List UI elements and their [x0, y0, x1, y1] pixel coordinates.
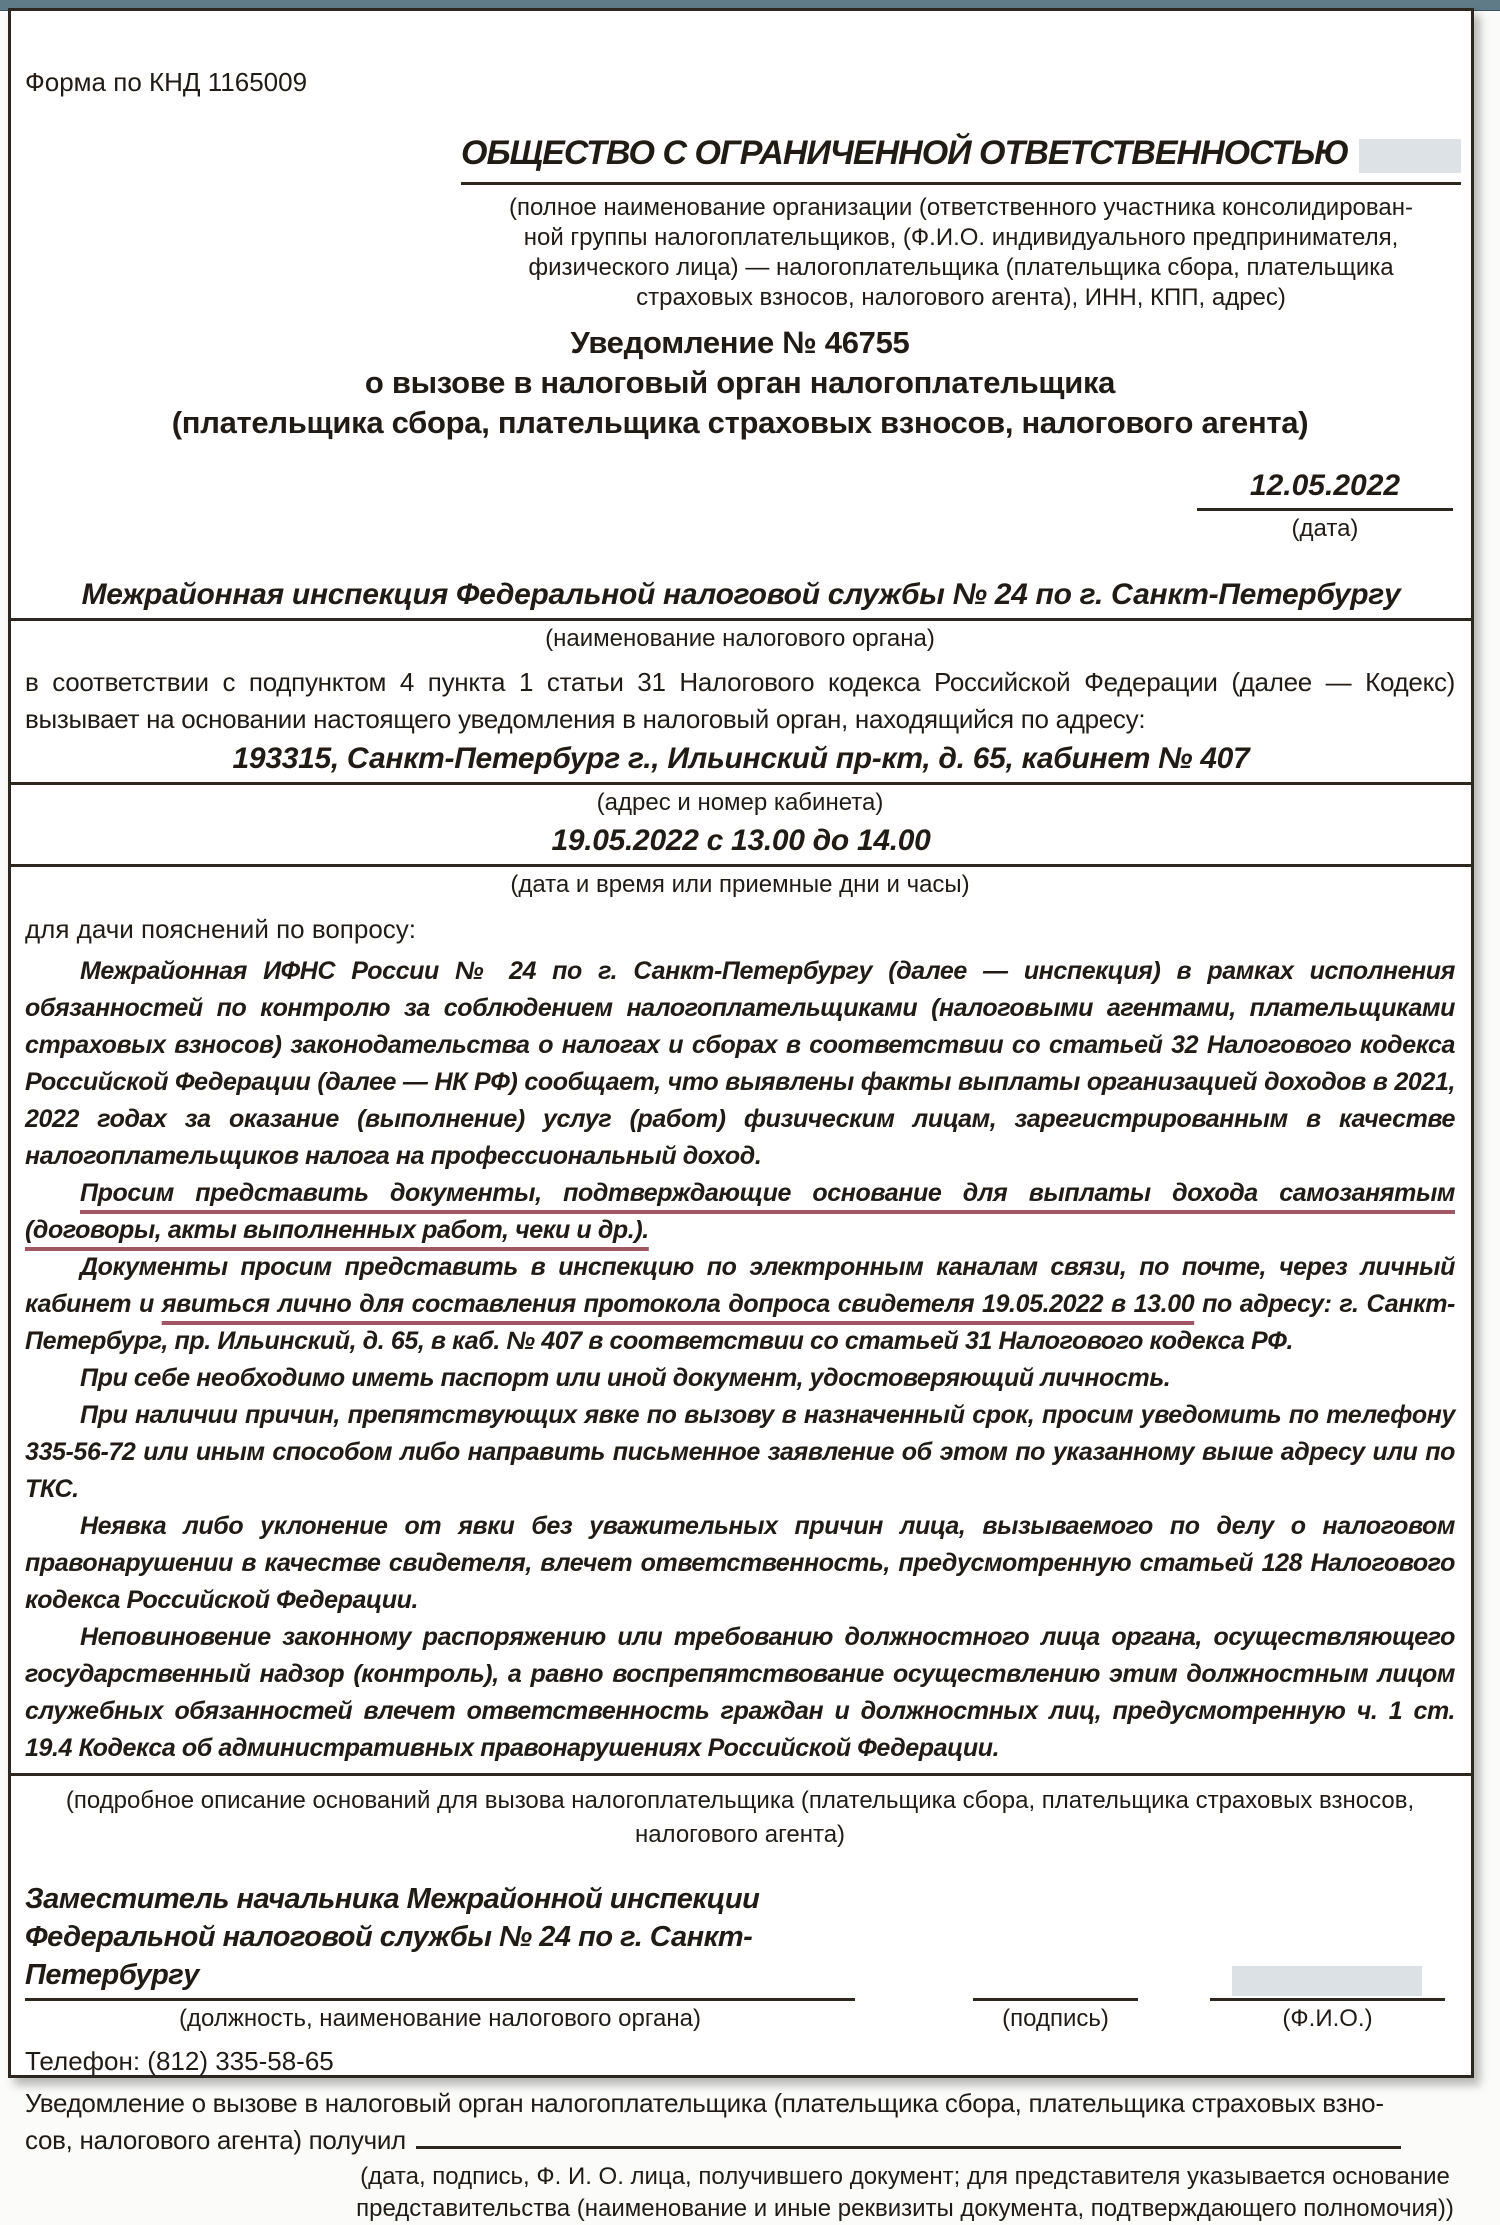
- received-block: [25, 2085, 1455, 2159]
- paragraph-5: При наличии причин, препятствующих явке по вызову в назначенный срок, просим уведомить по телефону 335-56-72 или иным способом либо направить письменное заявление об этом по указанному выше адресу или по ТКС.: [25, 1401, 1455, 1503]
- document-title: [25, 323, 1455, 443]
- document-title-subject: о вызове в налоговый орган налогоплательщика: [364, 365, 1116, 400]
- date-caption: (дата): [1291, 515, 1359, 542]
- signature-position-block: [25, 1880, 855, 2034]
- received-text: сов, налогового агента) получил: [25, 2125, 406, 2155]
- authority-name: Межрайонная инспекция Федеральной налоговой службы № 24 по г. Санкт-Петербургу: [81, 578, 1401, 611]
- signer-position: [25, 1880, 855, 2001]
- signer-position-line: Заместитель начальника Межрайонной инспекции: [25, 1883, 760, 1915]
- signature-caption: (подпись): [1002, 2005, 1109, 2032]
- received-text-line: Уведомление о вызове в налоговый орган налогоплательщика (плательщика сбора, плательщика страховых взно-: [25, 2088, 1384, 2118]
- fio-field: [1210, 1966, 1445, 2034]
- organization-name-line: [461, 134, 1461, 185]
- organization-caption: [461, 193, 1461, 313]
- datetime-value: 19.05.2022 с 13.00 до 14.00: [551, 824, 931, 857]
- body-caption: [25, 1784, 1455, 1852]
- document-title-number: Уведомление № 46755: [570, 325, 910, 360]
- organization-name: ОБЩЕСТВО С ОГРАНИЧЕННОЙ ОТВЕТСТВЕННОСТЬЮ: [461, 134, 1349, 172]
- paragraph-7: Неповиновение законному распоряжению или требованию должностного лица органа, осуществляющего государственный надзор (контроль), а равно воспрепятствование осуществлению этим должностным лицом служебных обязанностей влечет ответственность граждан и должностных лиц, предусмотренную ч. 1 ст. 19.4 Кодекса об административных правонарушениях Российской Федерации.: [25, 1623, 1455, 1762]
- form-code-label: Форма по КНД 1165009: [25, 67, 308, 97]
- paragraph-3: [25, 1249, 1455, 1360]
- datetime-line: [11, 824, 1471, 867]
- authority-name-line: [11, 578, 1471, 621]
- paragraph-4: При себе необходимо иметь паспорт или иной документ, удостоверяющий личность.: [80, 1364, 1171, 1392]
- red-underlined-request: Просим представить документы, подтверждающие основание для выплаты дохода самозанятым (договоры, акты выполненных работ, чеки и др.).: [25, 1179, 1455, 1244]
- authority-section: [25, 578, 1455, 654]
- paragraph-1: Межрайонная ИФНС России № 24 по г. Санкт-Петербургу (далее — инспекция) в рамках исполнения обязанностей по контролю за соблюдением налогоплательщиками (налоговыми агентами, плательщиками страховых взносов) законодательства о налогах и сборах в соответствии со статьей 32 Налогового кодекса Российской Федерации (далее — НК РФ) сообщает, что выявлены факты выплаты организацией доходов в 2021, 2022 годах за оказание (выполнение) услуг (работ) физическим лицам, зарегистрированным в качестве налогоплательщиков налога на профессиональный доход.: [25, 957, 1455, 1170]
- datetime-section: [25, 824, 1455, 900]
- redaction-box-fio: [1232, 1966, 1422, 1996]
- body-text: [25, 953, 1455, 1852]
- signature-row: [25, 1880, 1455, 2034]
- fio-blank-line: [1210, 1996, 1445, 2001]
- redaction-box: [1359, 139, 1461, 173]
- document-date: 12.05.2022: [1197, 469, 1453, 511]
- signer-position-line: Федеральной налоговой службы № 24 по г. Санкт-Петербургу: [25, 1921, 753, 1991]
- body-underline-rule: [11, 1773, 1471, 1776]
- document-page: [8, 8, 1474, 2222]
- received-caption: [355, 2161, 1455, 2225]
- address-line: [11, 742, 1471, 785]
- fio-caption: (Ф.И.О.): [1282, 2005, 1373, 2032]
- address-value: 193315, Санкт-Петербург г., Ильинский пр-кт, д. 65, кабинет № 407: [232, 742, 1250, 775]
- body-caption-line: (подробное описание оснований для вызова налогоплательщика (плательщика сбора, плательщика страховых взносов,: [65, 1787, 1415, 1814]
- purpose-label: для дачи пояснений по вопросу:: [25, 914, 417, 944]
- paragraph-6: Неявка либо уклонение от явки без уважительных причин лица, вызываемого по делу о налоговом правонарушении в качестве свидетеля, влечет ответственность, предусмотренную статьей 128 Налогового кодекса Российской Федерации.: [25, 1512, 1455, 1614]
- signature-field: [973, 1992, 1138, 2034]
- organization-caption-line: ной группы налогоплательщиков, (Ф.И.О. индивидуального предпринимателя,: [523, 224, 1399, 251]
- signature-blank-line: [973, 1992, 1138, 2001]
- paragraph-2: [25, 1175, 1455, 1249]
- received-caption-line: (дата, подпись, Ф. И. О. лица, получившего документ; для представителя указывается основание: [360, 2163, 1450, 2190]
- paragraph-3-end: по адресу: г. Санкт-Петербург, пр. Ильинский, д. 65, в каб. № 407 в соответствии со статьей 31 Налогового кодекса РФ.: [25, 1290, 1455, 1355]
- received-text-line2: [25, 2122, 1455, 2159]
- organization-header: [461, 134, 1461, 313]
- red-underlined-summons: явиться лично для составления протокола допроса свидетеля 19.05.2022 в 13.00: [161, 1290, 1195, 1318]
- address-section: [25, 742, 1455, 818]
- datetime-caption: (дата и время или приемные дни и часы): [510, 871, 970, 898]
- position-caption: (должность, наименование налогового органа): [179, 2005, 701, 2032]
- authority-caption: (наименование налогового органа): [545, 625, 935, 652]
- paragraph-3-start: Документы просим представить в инспекцию по электронным каналам связи, по почте, через личный кабинет и: [25, 1253, 1455, 1318]
- address-caption: (адрес и номер кабинета): [596, 789, 884, 816]
- received-caption-line: представительства (наименование и иные реквизиты документа, подтверждающего полномочия)): [356, 2195, 1454, 2222]
- received-blank-line: [416, 2144, 1401, 2149]
- document-title-subject2: (плательщика сбора, плательщика страховых взносов, налогового агента): [171, 405, 1309, 440]
- body-caption-line: налогового агента): [634, 1821, 846, 1848]
- intro-paragraph: в соответствии с подпунктом 4 пункта 1 статьи 31 Налогового кодекса Российской Федерации (далее — Кодекс) вызывает на основании настоящего уведомления в налоговый орган, находящийся по адресу:: [25, 667, 1455, 734]
- phone-line: Телефон: (812) 335-58-65: [25, 2046, 334, 2076]
- organization-caption-line: физического лица) — налогоплательщика (плательщика сбора, плательщика: [528, 254, 1394, 281]
- organization-caption-line: (полное наименование организации (ответственного участника консолидирован-: [509, 194, 1413, 221]
- organization-caption-line: страховых взносов, налогового агента), ИНН, КПП, адрес): [636, 284, 1286, 311]
- date-block: [1197, 469, 1453, 544]
